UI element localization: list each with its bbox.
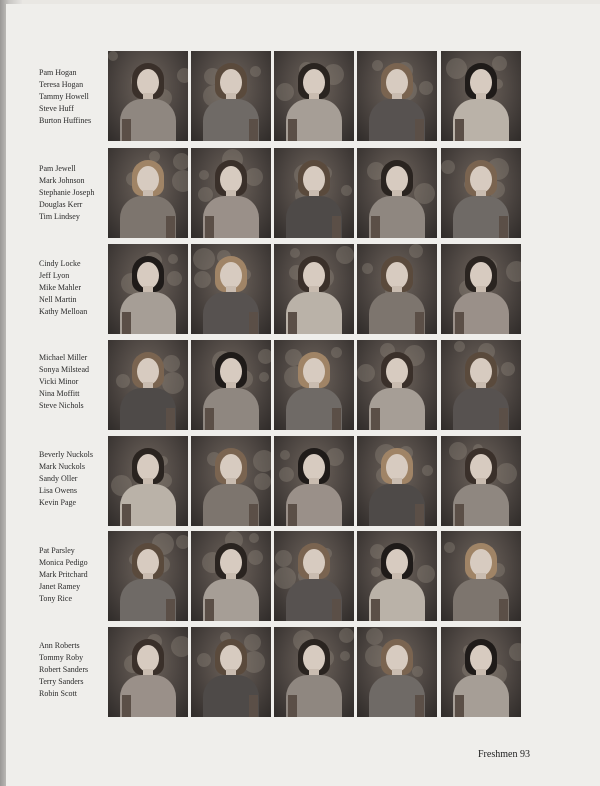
portrait-face — [386, 166, 408, 193]
portrait-face — [220, 262, 242, 289]
student-name: Pam Hogan — [39, 68, 77, 77]
portrait-fence-post — [288, 119, 297, 141]
student-portrait — [274, 531, 354, 621]
student-name: Kevin Page — [39, 498, 77, 507]
name-list — [39, 163, 111, 223]
student-name: Nina Moffitt — [39, 389, 80, 398]
student-portrait — [441, 244, 521, 334]
student-name: Stephanie Joseph — [39, 188, 95, 197]
student-portrait — [191, 148, 271, 238]
student-portrait — [274, 627, 354, 717]
portrait-fence-post — [499, 599, 508, 621]
student-portrait — [108, 244, 188, 334]
portrait-fence-post — [249, 504, 258, 526]
student-portrait — [441, 148, 521, 238]
portrait-fence-post — [249, 119, 258, 141]
student-portrait — [108, 627, 188, 717]
portrait-fence-post — [371, 216, 380, 238]
portrait-face — [137, 166, 159, 193]
name-list — [39, 449, 111, 509]
portrait-fence-post — [288, 695, 297, 717]
student-portrait — [274, 148, 354, 238]
student-portrait — [191, 627, 271, 717]
student-name: Douglas Kerr — [39, 200, 83, 209]
portrait-face — [470, 262, 492, 289]
portrait-face — [137, 262, 159, 289]
student-name: Mark Johnson — [39, 176, 85, 185]
portrait-face — [386, 549, 408, 576]
student-name: Vicki Minor — [39, 377, 79, 386]
portrait-face — [470, 549, 492, 576]
portrait-face — [386, 262, 408, 289]
portrait-face — [303, 166, 325, 193]
student-portrait — [274, 244, 354, 334]
portrait-fence-post — [499, 408, 508, 430]
name-list — [39, 258, 111, 318]
portrait-fence-post — [332, 216, 341, 238]
student-portrait — [357, 436, 437, 526]
student-portrait — [191, 436, 271, 526]
portrait-face — [220, 358, 242, 385]
student-name: Jeff Lyon — [39, 271, 70, 280]
portrait-fence-post — [288, 504, 297, 526]
student-name: Burton Huffines — [39, 116, 92, 125]
portrait-fence-post — [499, 216, 508, 238]
portrait-fence-post — [205, 216, 214, 238]
portrait-fence-post — [332, 599, 341, 621]
student-name: Pam Jewell — [39, 164, 76, 173]
portrait-fence-post — [122, 119, 131, 141]
portrait-face — [137, 358, 159, 385]
student-name: Mike Mahler — [39, 283, 81, 292]
student-name: Steve Huff — [39, 104, 74, 113]
portrait-fence-post — [122, 312, 131, 334]
portrait-face — [137, 454, 159, 481]
student-portrait — [357, 148, 437, 238]
portrait-fence-post — [415, 312, 424, 334]
student-name: Terry Sanders — [39, 677, 84, 686]
portrait-fence-post — [166, 216, 175, 238]
student-portrait — [441, 531, 521, 621]
page-footer — [478, 749, 530, 760]
student-name: Kathy Melloan — [39, 307, 88, 316]
portrait-face — [470, 166, 492, 193]
student-name: Robin Scott — [39, 689, 78, 698]
student-name: Tammy Howell — [39, 92, 89, 101]
student-name: Mark Pritchard — [39, 570, 88, 579]
portrait-fence-post — [371, 408, 380, 430]
student-portrait — [274, 436, 354, 526]
student-name: Michael Miller — [39, 353, 88, 362]
student-portrait — [357, 244, 437, 334]
student-name: Sonya Milstead — [39, 365, 89, 374]
student-name: Nell Martin — [39, 295, 77, 304]
portrait-face — [470, 69, 492, 96]
portrait-fence-post — [332, 408, 341, 430]
student-name: Monica Pedigo — [39, 558, 88, 567]
name-list — [39, 352, 111, 412]
portrait-fence-post — [249, 312, 258, 334]
portrait-face — [220, 645, 242, 672]
student-portrait — [441, 51, 521, 141]
student-portrait — [191, 51, 271, 141]
portrait-fence-post — [166, 408, 175, 430]
student-portrait — [108, 148, 188, 238]
student-name: Steve Nichols — [39, 401, 84, 410]
portrait-fence-post — [122, 504, 131, 526]
portrait-face — [470, 358, 492, 385]
portrait-face — [220, 549, 242, 576]
portrait-fence-post — [371, 599, 380, 621]
portrait-face — [137, 69, 159, 96]
portrait-fence-post — [249, 695, 258, 717]
portrait-face — [137, 645, 159, 672]
student-portrait — [441, 340, 521, 430]
portrait-face — [470, 645, 492, 672]
portrait-fence-post — [205, 599, 214, 621]
portrait-fence-post — [415, 119, 424, 141]
student-portrait — [441, 436, 521, 526]
footer-page-number: 93 — [519, 749, 530, 760]
name-list — [39, 67, 111, 127]
student-portrait — [191, 531, 271, 621]
portrait-face — [303, 262, 325, 289]
name-list — [39, 545, 111, 605]
portrait-face — [386, 69, 408, 96]
student-name: Tony Rice — [39, 594, 72, 603]
portrait-fence-post — [455, 504, 464, 526]
student-name: Mark Nuckols — [39, 462, 85, 471]
student-name: Robert Sanders — [39, 665, 89, 674]
student-portrait — [108, 531, 188, 621]
portrait-fence-post — [288, 312, 297, 334]
student-name: Teresa Hogan — [39, 80, 84, 89]
portrait-face — [220, 166, 242, 193]
student-name: Beverly Nuckols — [39, 450, 93, 459]
student-portrait — [108, 436, 188, 526]
student-name: Janet Ramey — [39, 582, 81, 591]
portrait-fence-post — [455, 312, 464, 334]
student-portrait — [108, 340, 188, 430]
portrait-face — [303, 645, 325, 672]
student-portrait — [357, 340, 437, 430]
student-name: Ann Roberts — [39, 641, 80, 650]
name-list — [39, 640, 111, 700]
portrait-fence-post — [415, 695, 424, 717]
student-portrait — [191, 244, 271, 334]
student-portrait — [357, 51, 437, 141]
portrait-fence-post — [455, 119, 464, 141]
portrait-face — [303, 454, 325, 481]
portrait-face — [386, 454, 408, 481]
student-portrait — [274, 340, 354, 430]
portrait-fence-post — [166, 599, 175, 621]
student-name: Tim Lindsey — [39, 212, 80, 221]
student-name: Pat Parsley — [39, 546, 75, 555]
portrait-fence-post — [455, 695, 464, 717]
portrait-face — [470, 454, 492, 481]
student-portrait — [191, 340, 271, 430]
student-portrait — [357, 627, 437, 717]
student-name: Sandy Oller — [39, 474, 78, 483]
portrait-face — [220, 69, 242, 96]
student-portrait — [274, 51, 354, 141]
portrait-face — [303, 358, 325, 385]
portrait-fence-post — [205, 408, 214, 430]
portrait-fence-post — [122, 695, 131, 717]
portrait-face — [220, 454, 242, 481]
student-portrait — [441, 627, 521, 717]
portrait-face — [137, 549, 159, 576]
student-name: Tommy Roby — [39, 653, 84, 662]
portrait-fence-post — [415, 504, 424, 526]
portrait-face — [386, 645, 408, 672]
student-portrait — [108, 51, 188, 141]
portrait-face — [303, 69, 325, 96]
portrait-face — [386, 358, 408, 385]
student-name: Lisa Owens — [39, 486, 77, 495]
student-portrait — [357, 531, 437, 621]
portrait-face — [303, 549, 325, 576]
footer-section: Freshmen — [478, 749, 518, 760]
student-name: Cindy Locke — [39, 259, 81, 268]
